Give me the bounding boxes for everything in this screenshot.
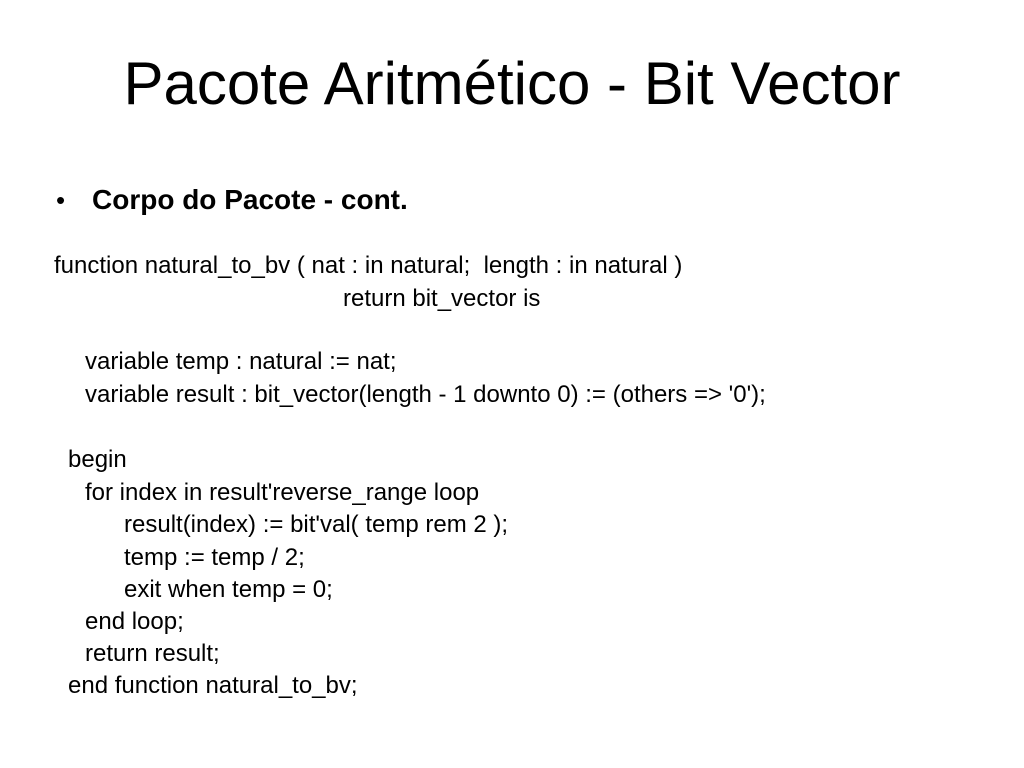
code-line: end function natural_to_bv; [68, 672, 358, 699]
code-line: exit when temp = 0; [124, 576, 333, 603]
code-line: begin [68, 446, 127, 473]
code-line: variable result : bit_vector(length - 1 downto 0) := (others => '0'); [85, 381, 766, 408]
code-line: return result; [85, 640, 220, 667]
code-line: variable temp : natural := nat; [85, 348, 397, 375]
code-line: end loop; [85, 608, 184, 635]
code-line: for index in result'reverse_range loop [85, 479, 480, 506]
code-line: result(index) := bit'val( temp rem 2 ); [124, 511, 509, 538]
code-line: function natural_to_bv ( nat : in natural; length : in natural ) [54, 252, 683, 279]
slide-title: Pacote Aritmético - Bit Vector [123, 50, 901, 117]
code-line: temp := temp / 2; [124, 544, 305, 571]
code-line: return bit_vector is [343, 285, 541, 312]
bullet-heading: Corpo do Pacote - cont. [92, 184, 408, 215]
bullet-icon: • [56, 185, 66, 215]
